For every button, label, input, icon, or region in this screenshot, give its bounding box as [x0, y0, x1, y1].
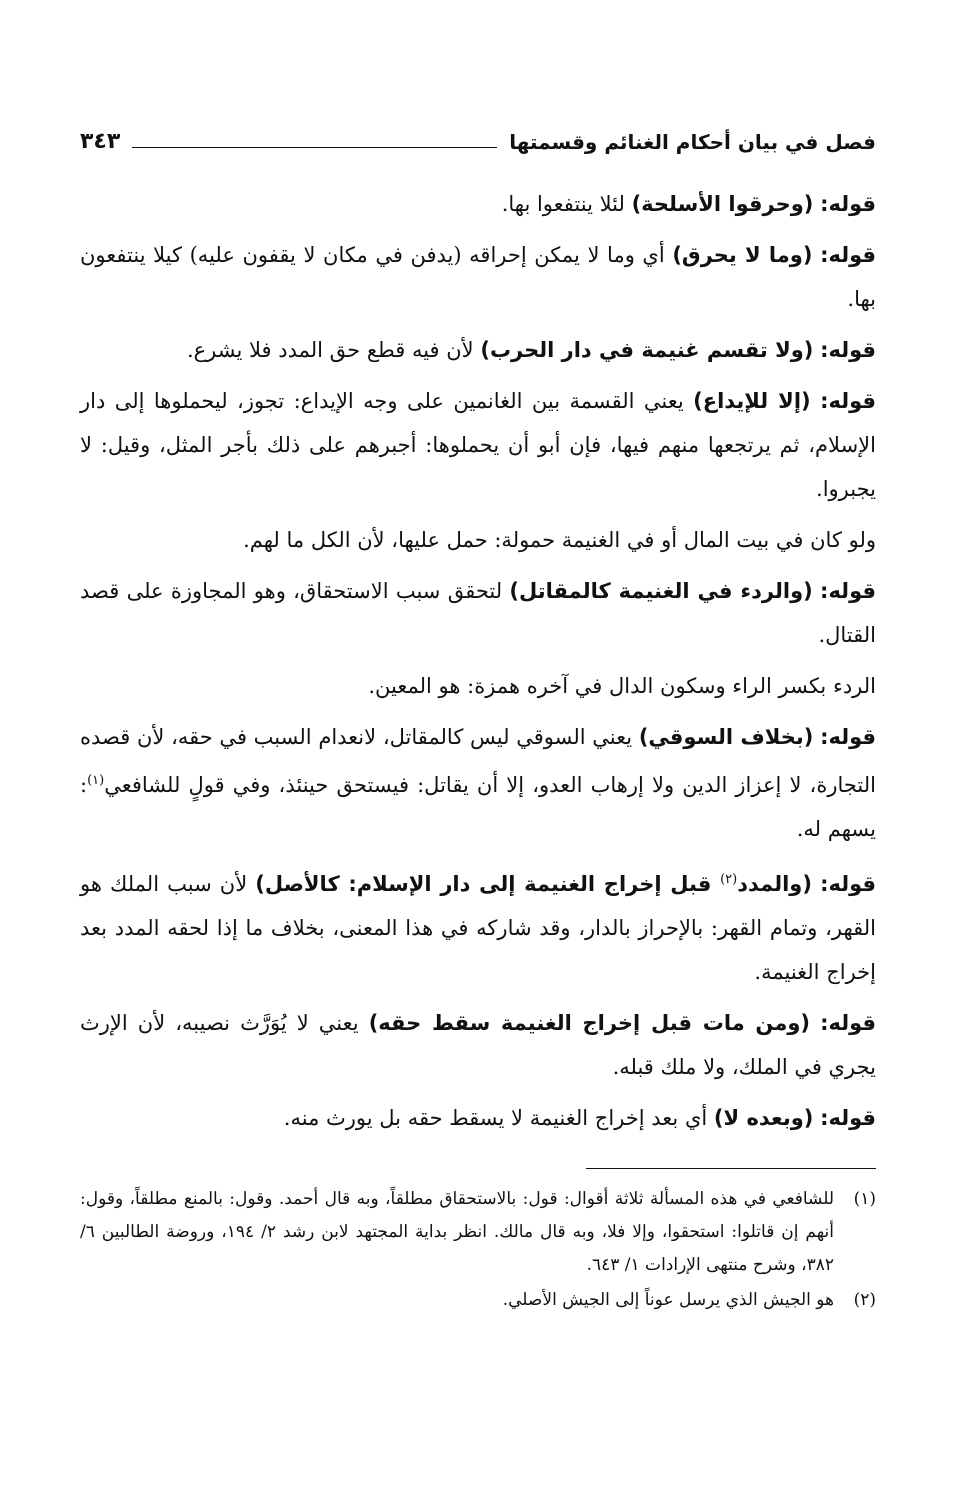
footnote-number: (٢) — [853, 1290, 876, 1310]
qawluhu-label: قوله: — [820, 872, 876, 896]
commentary: لأن سبب الملك هو القهر، وتمام القهر: بالإحراز بالدار، وقد شاركه في هذا المعنى، بخلاف ما إذا لحقه المدد بعد إخراج الغنيمة. — [80, 872, 876, 984]
running-header — [80, 118, 876, 154]
lemma: (وبعده لا) — [713, 1106, 814, 1130]
lemma: (وما لا يحرق) — [672, 243, 813, 267]
commentary: يعني القسمة بين الغانمين على وجه الإيداع: تجوز، ليحملوها إلى دار الإسلام، ثم يرتجعها منهم فيها، فإن أبو أن يحملوها: أجبرهم على ذلك بأجر المثل، وقيل: لا يجبروا. — [80, 389, 876, 501]
footnote-ref-2[interactable]: (٢) — [720, 872, 738, 887]
qawluhu-label: قوله: — [820, 1106, 876, 1130]
main-text — [80, 182, 876, 1140]
lemma: (إلا للإيداع) — [693, 389, 811, 413]
qawluhu-label: قوله: — [820, 579, 876, 603]
lemma: (ومن مات قبل إخراج الغنيمة سقط حقه) — [368, 1011, 810, 1035]
footnote-number: (١) — [853, 1189, 876, 1209]
footnote-text: للشافعي في هذه المسألة ثلاثة أقوال: قول: بالاستحقاق مطلقاً، وبه قال أحمد. وقول: بالمنع مطلقاً، وقول: أنهم إن قاتلوا: استحقوا، وإلا فلا، وبه قال مالك. انظر بداية المجتهد لابن رشد ٢/ ١٩٤، وروضة الطالبين ٦/ ٣٨٢، وشرح منتهى الإرادات ١/ ٦٤٣. — [80, 1189, 834, 1275]
lemma: (والمدد — [737, 872, 812, 896]
commentary: أي وما لا يمكن إحراقه (يدفن في مكان لا يقفون عليه) كيلا ينتفعون بها. — [80, 243, 876, 311]
header-rule — [132, 147, 497, 148]
qawluhu-label: قوله: — [820, 1011, 876, 1035]
paragraph-11 — [80, 1096, 876, 1140]
footnote-ref-1[interactable]: (١) — [87, 773, 105, 788]
paragraph-2 — [80, 233, 876, 321]
paragraph-8 — [80, 715, 876, 851]
lemma: قبل إخراج الغنيمة إلى دار الإسلام: كالأصل) — [255, 872, 721, 896]
footnote-text: هو الجيش الذي يرسل عوناً إلى الجيش الأصلي. — [502, 1290, 834, 1310]
lemma: (والردء في الغنيمة كالمقاتل) — [509, 579, 813, 603]
commentary: لأن فيه قطع حق المدد فلا يشرع. — [186, 338, 481, 362]
chapter-title: فصل في بيان أحكام الغنائم وقسمتها — [509, 130, 876, 154]
paragraph-6 — [80, 569, 876, 657]
commentary: يعني السوقي ليس كالمقاتل، لانعدام السبب في حقه، لأن قصده التجارة، لا إعزاز الدين ولا إرهاب العدو، إلا أن يقاتل: فيستحق حينئذ، وفي قولٍ للشافعي — [80, 725, 876, 797]
footnote-2 — [80, 1284, 876, 1317]
commentary: أي بعد إخراج الغنيمة لا يسقط حقه بل يورث منه. — [283, 1106, 714, 1130]
page — [80, 118, 876, 1319]
commentary: لئلا ينتفعوا بها. — [501, 192, 632, 216]
footnote-separator — [586, 1168, 876, 1169]
commentary: ولو كان في بيت المال أو في الغنيمة حمولة: حمل عليها، لأن الكل ما لهم. — [243, 528, 876, 552]
paragraph-5 — [80, 518, 876, 562]
page-number: ٣٤٣ — [80, 129, 121, 154]
qawluhu-label: قوله: — [820, 338, 876, 362]
paragraph-4 — [80, 379, 876, 511]
footnotes — [80, 1183, 876, 1317]
qawluhu-label: قوله: — [820, 725, 876, 749]
qawluhu-label: قوله: — [820, 192, 876, 216]
paragraph-10 — [80, 1001, 876, 1089]
qawluhu-label: قوله: — [820, 389, 876, 413]
commentary: : يسهم له. — [80, 773, 876, 841]
qawluhu-label: قوله: — [820, 243, 876, 267]
paragraph-7 — [80, 664, 876, 708]
commentary: يعني لا يُوَرَّث نصيبه، لأن الإرث يجري في الملك، ولا ملك قبله. — [80, 1011, 876, 1079]
lemma: (بخلاف السوقي) — [638, 725, 814, 749]
lemma: (ولا تقسم غنيمة في دار الحرب) — [480, 338, 814, 362]
commentary: لتحقق سبب الاستحقاق، وهو المجاوزة على قصد القتال. — [80, 579, 876, 647]
paragraph-9 — [80, 858, 876, 994]
lemma: (وحرقوا الأسلحة) — [631, 192, 814, 216]
paragraph-3 — [80, 328, 876, 372]
footnote-1 — [80, 1183, 876, 1282]
commentary: الردء بكسر الراء وسكون الدال في آخره همزة: هو المعين. — [368, 674, 876, 698]
paragraph-1 — [80, 182, 876, 226]
